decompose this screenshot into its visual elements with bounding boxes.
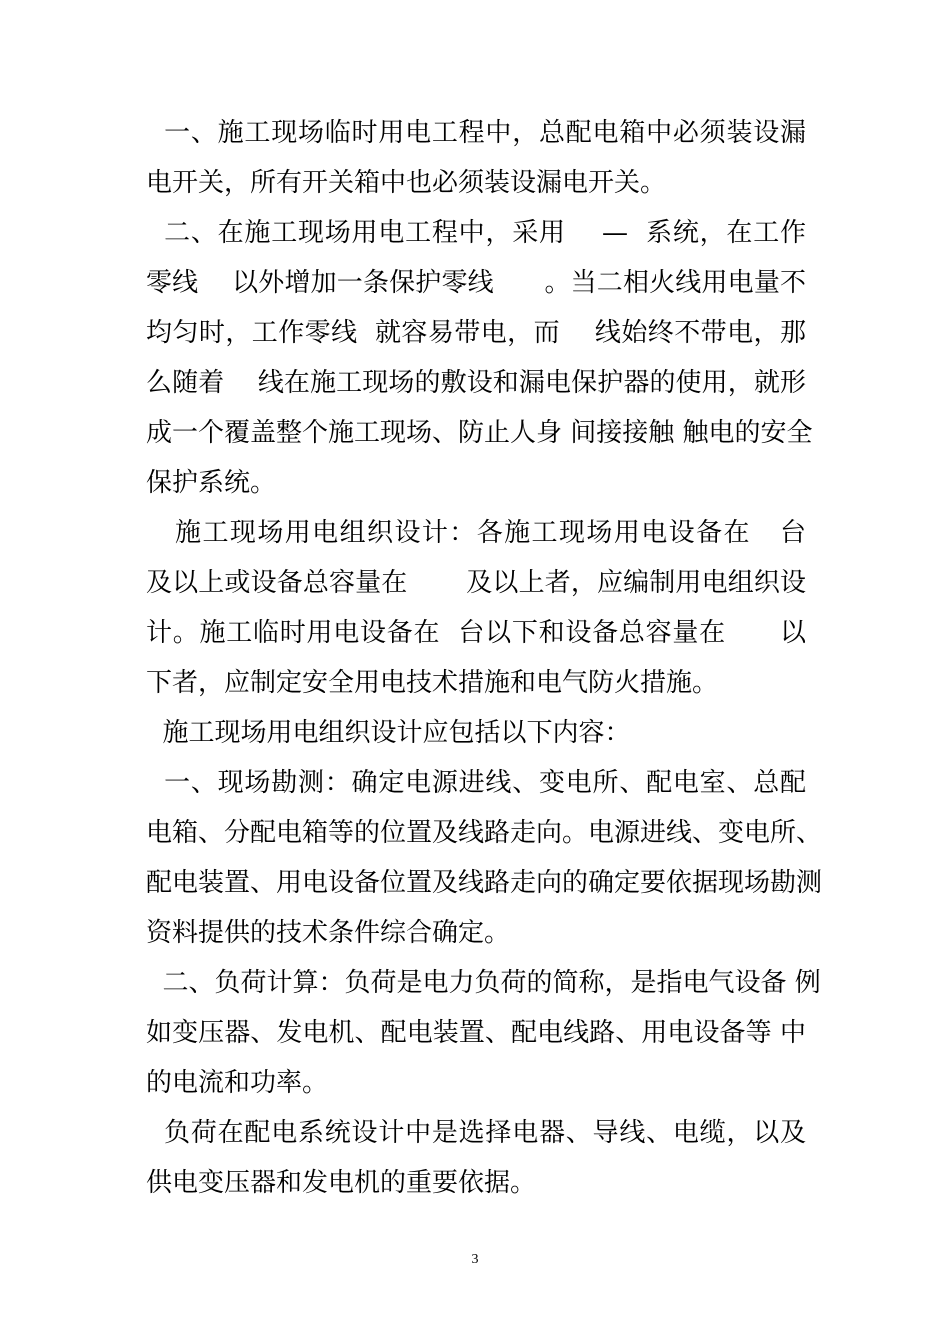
text-line-17: 资料提供的技术条件综合确定。 — [146, 918, 511, 948]
text-line-6: 么随着 线在施工现场的敷设和漏电保护器的使用，就形 — [146, 368, 806, 398]
text-line-16: 配电装置、用电设备位置及线路走向的确定要依据现场勘测 — [146, 868, 823, 898]
text-line-8: 保护系统。 — [146, 468, 277, 498]
text-line-14: 一、现场勘测：确定电源进线、变电所、配电室、总配 — [146, 768, 806, 798]
text-line-18: 二、负荷计算：负荷是电力负荷的简称，是指电气设备 例 — [146, 968, 821, 998]
text-line-4: 零线 以外增加一条保护零线 。当二相火线用电量不 — [146, 268, 806, 298]
text-line-12: 下者，应制定安全用电技术措施和电气防火措施。 — [146, 668, 719, 698]
page-number: 3 — [471, 1252, 479, 1267]
text-line-13: 施工现场用电组织设计应包括以下内容： — [146, 718, 631, 748]
text-line-5: 均匀时，工作零线 就容易带电，而 线始终不带电，那 — [146, 318, 806, 348]
text-line-20: 的电流和功率。 — [146, 1068, 329, 1098]
text-line-22: 供电变压器和发电机的重要依据。 — [146, 1168, 537, 1198]
text-line-2: 电开关，所有开关箱中也必须装设漏电开关。 — [146, 168, 667, 198]
text-line-15: 电箱、分配电箱等的位置及线路走向。电源进线、变电所、 — [146, 818, 823, 848]
text-line-9: 施工现场用电组织设计：各施工现场用电设备在 台 — [146, 518, 806, 548]
text-line-21: 负荷在配电系统设计中是选择电器、导线、电缆，以及 — [146, 1118, 806, 1148]
text-line-3: 二、在施工现场用电工程中，采用 — 系统，在工作 — [146, 218, 806, 248]
text-line-7: 成一个覆盖整个施工现场、防止人身 间接接触 触电的安全 — [146, 418, 813, 448]
text-line-19: 如变压器、发电机、配电装置、配电线路、用电设备等 中 — [146, 1018, 806, 1048]
text-line-11: 计。施工临时用电设备在 台以下和设备总容量在 以 — [146, 618, 806, 648]
text-line-10: 及以上或设备总容量在 及以上者，应编制用电组织设 — [146, 568, 806, 598]
text-line-1: 一、施工现场临时用电工程中，总配电箱中必须装设漏 — [146, 118, 806, 148]
